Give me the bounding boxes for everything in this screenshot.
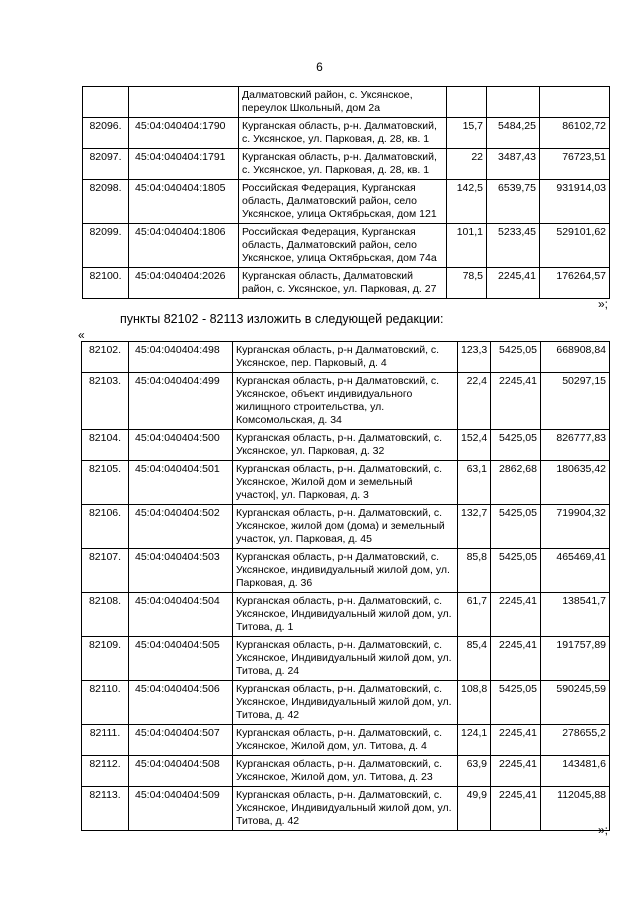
cadastral-number-cell: 45:04:040404:503: [129, 549, 233, 593]
table-row: [83, 224, 610, 268]
area-value-cell: 61,7: [458, 593, 491, 637]
row-number-cell: 82109.: [82, 637, 129, 681]
unit-price-cell: 2862,68: [491, 461, 541, 505]
address-cell: Курганская область, Далматовский район, с. Уксянское, ул. Парковая, д. 27: [239, 268, 447, 299]
unit-price-cell: 2245,41: [491, 373, 541, 430]
row-number-cell: 82096.: [83, 118, 129, 149]
address-cell: Курганская область, р-н. Далматовский, с. Уксянское, ул. Парковая, д. 28, кв. 1: [239, 118, 447, 149]
cadastral-number-cell: 45:04:040404:504: [129, 593, 233, 637]
cadastral-number-cell: 45:04:040404:506: [129, 681, 233, 725]
table-body: [82, 342, 610, 831]
table-row: [82, 373, 610, 430]
unit-price-cell: 2245,41: [491, 756, 541, 787]
address-cell: Курганская область, р-н. Далматовский, с. Уксянское, Жилой дом, ул. Титова, д. 4: [233, 725, 458, 756]
opening-quote: «: [78, 328, 85, 342]
row-number-cell: 82113.: [82, 787, 129, 831]
cadastral-number-cell: 45:04:040404:505: [129, 637, 233, 681]
unit-price-cell: 5425,05: [491, 430, 541, 461]
table-row: [82, 787, 610, 831]
unit-price-cell: 5425,05: [491, 549, 541, 593]
area-value-cell: 101,1: [447, 224, 487, 268]
area-value-cell: 85,8: [458, 549, 491, 593]
address-cell: Курганская область, р-н. Далматовский, с. Уксянское, ул. Парковая, д. 28, кв. 1: [239, 149, 447, 180]
cadastral-number-cell: 45:04:040404:508: [129, 756, 233, 787]
row-number-cell: 82107.: [82, 549, 129, 593]
unit-price-cell: 3487,43: [487, 149, 540, 180]
cadastral-value-cell: 112045,88: [541, 787, 610, 831]
cadastral-number-cell: 45:04:040404:501: [129, 461, 233, 505]
area-value-cell: 63,9: [458, 756, 491, 787]
area-value-cell: 132,7: [458, 505, 491, 549]
address-cell: Курганская область, р-н Далматовский, с. Уксянское, объект индивидуального жилищного строительства, ул. Комсомольская, д. 34: [233, 373, 458, 430]
property-table-continued: [82, 86, 610, 299]
cadastral-number-cell: 45:04:040404:502: [129, 505, 233, 549]
cadastral-value-cell: 278655,2: [541, 725, 610, 756]
area-value-cell: 124,1: [458, 725, 491, 756]
area-value-cell: 78,5: [447, 268, 487, 299]
address-cell: Курганская область, р-н. Далматовский, с. Уксянское, ул. Парковая, д. 32: [233, 430, 458, 461]
cadastral-value-cell: 668908,84: [541, 342, 610, 373]
row-number-cell: [83, 87, 129, 118]
area-value-cell: 85,4: [458, 637, 491, 681]
table-row: [83, 87, 610, 118]
cadastral-value-cell: 180635,42: [541, 461, 610, 505]
area-value-cell: 49,9: [458, 787, 491, 831]
cadastral-number-cell: 45:04:040404:1806: [129, 224, 239, 268]
cadastral-value-cell: 529101,62: [540, 224, 610, 268]
closing-quote: »;: [598, 297, 609, 311]
address-cell: Курганская область, р-н. Далматовский, с. Уксянское, Индивидуальный жилой дом, ул. Титова, д. 1: [233, 593, 458, 637]
address-cell: Курганская область, р-н. Далматовский, с. Уксянское, Жилой дом и земельный участок|, ул. Парковая, д. 3: [233, 461, 458, 505]
cadastral-number-cell: 45:04:040404:1790: [129, 118, 239, 149]
unit-price-cell: 2245,41: [491, 787, 541, 831]
address-cell: Курганская область, р-н. Далматовский, с. Уксянское, Жилой дом, ул. Титова, д. 23: [233, 756, 458, 787]
table-body: [83, 87, 610, 299]
address-cell: Курганская область, р-н. Далматовский, с. Уксянское, Индивидуальный жилой дом, ул. Титова, д. 42: [233, 787, 458, 831]
row-number-cell: 82102.: [82, 342, 129, 373]
cadastral-number-cell: [129, 87, 239, 118]
cadastral-value-cell: [540, 87, 610, 118]
table-row: [82, 342, 610, 373]
table-row: [82, 593, 610, 637]
row-number-cell: 82097.: [83, 149, 129, 180]
closing-quote: »;: [598, 823, 609, 837]
page-number: 6: [316, 60, 323, 74]
area-value-cell: 142,5: [447, 180, 487, 224]
amendment-intro: пункты 82102 - 82113 изложить в следующей редакции:: [120, 312, 444, 326]
cadastral-value-cell: 138541,7: [541, 593, 610, 637]
unit-price-cell: 5425,05: [491, 342, 541, 373]
cadastral-value-cell: 176264,57: [540, 268, 610, 299]
cadastral-number-cell: 45:04:040404:498: [129, 342, 233, 373]
unit-price-cell: 2245,41: [491, 637, 541, 681]
unit-price-cell: 5425,05: [491, 505, 541, 549]
row-number-cell: 82099.: [83, 224, 129, 268]
area-value-cell: 123,3: [458, 342, 491, 373]
cadastral-value-cell: 826777,83: [541, 430, 610, 461]
unit-price-cell: 5484,25: [487, 118, 540, 149]
area-value-cell: 22,4: [458, 373, 491, 430]
cadastral-value-cell: 191757,89: [541, 637, 610, 681]
table-row: [82, 725, 610, 756]
table-row: [83, 180, 610, 224]
cadastral-value-cell: 143481,6: [541, 756, 610, 787]
row-number-cell: 82112.: [82, 756, 129, 787]
row-number-cell: 82111.: [82, 725, 129, 756]
address-cell: Российская Федерация, Курганская область, Далматовский район, село Уксянское, улица Октябрьская, дом 121: [239, 180, 447, 224]
unit-price-cell: 2245,41: [491, 593, 541, 637]
cadastral-value-cell: 465469,41: [541, 549, 610, 593]
address-cell: Российская Федерация, Курганская область, Далматовский район, село Уксянское, улица Октябрьская, дом 74а: [239, 224, 447, 268]
cadastral-number-cell: 45:04:040404:509: [129, 787, 233, 831]
unit-price-cell: 2245,41: [487, 268, 540, 299]
row-number-cell: 82110.: [82, 681, 129, 725]
area-value-cell: 22: [447, 149, 487, 180]
cadastral-value-cell: 590245,59: [541, 681, 610, 725]
row-number-cell: 82098.: [83, 180, 129, 224]
address-cell: Далматовский район, с. Уксянское, переулок Школьный, дом 2а: [239, 87, 447, 118]
area-value-cell: 15,7: [447, 118, 487, 149]
row-number-cell: 82108.: [82, 593, 129, 637]
row-number-cell: 82103.: [82, 373, 129, 430]
cadastral-value-cell: 931914,03: [540, 180, 610, 224]
row-number-cell: 82105.: [82, 461, 129, 505]
address-cell: Курганская область, р-н Далматовский, с. Уксянское, пер. Парковый, д. 4: [233, 342, 458, 373]
unit-price-cell: 2245,41: [491, 725, 541, 756]
table-row: [82, 637, 610, 681]
table-row: [82, 430, 610, 461]
table-row: [82, 549, 610, 593]
area-value-cell: 152,4: [458, 430, 491, 461]
address-cell: Курганская область, р-н. Далматовский, с. Уксянское, жилой дом (дома) и земельный участок, ул. Парковая, д. 45: [233, 505, 458, 549]
unit-price-cell: 5233,45: [487, 224, 540, 268]
cadastral-value-cell: 719904,32: [541, 505, 610, 549]
cadastral-number-cell: 45:04:040404:2026: [129, 268, 239, 299]
unit-price-cell: 6539,75: [487, 180, 540, 224]
cadastral-value-cell: 76723,51: [540, 149, 610, 180]
row-number-cell: 82100.: [83, 268, 129, 299]
cadastral-value-cell: 50297,15: [541, 373, 610, 430]
cadastral-number-cell: 45:04:040404:500: [129, 430, 233, 461]
unit-price-cell: [487, 87, 540, 118]
cadastral-number-cell: 45:04:040404:507: [129, 725, 233, 756]
cadastral-number-cell: 45:04:040404:1791: [129, 149, 239, 180]
address-cell: Курганская область, р-н. Далматовский, с. Уксянское, Индивидуальный жилой дом, ул. Титова, д. 42: [233, 681, 458, 725]
table-row: [82, 505, 610, 549]
table-row: [83, 118, 610, 149]
cadastral-value-cell: 86102,72: [540, 118, 610, 149]
row-number-cell: 82104.: [82, 430, 129, 461]
row-number-cell: 82106.: [82, 505, 129, 549]
address-cell: Курганская область, р-н Далматовский, с. Уксянское, индивидуальный жилой дом, ул. Парковая, д. 36: [233, 549, 458, 593]
unit-price-cell: 5425,05: [491, 681, 541, 725]
table-row: [83, 268, 610, 299]
table-row: [82, 681, 610, 725]
table-row: [82, 461, 610, 505]
area-value-cell: [447, 87, 487, 118]
cadastral-number-cell: 45:04:040404:1805: [129, 180, 239, 224]
cadastral-number-cell: 45:04:040404:499: [129, 373, 233, 430]
address-cell: Курганская область, р-н. Далматовский, с. Уксянское, Индивидуальный жилой дом, ул. Титова, д. 24: [233, 637, 458, 681]
table-row: [83, 149, 610, 180]
property-table-amended: [81, 341, 610, 831]
table-row: [82, 756, 610, 787]
area-value-cell: 63,1: [458, 461, 491, 505]
area-value-cell: 108,8: [458, 681, 491, 725]
